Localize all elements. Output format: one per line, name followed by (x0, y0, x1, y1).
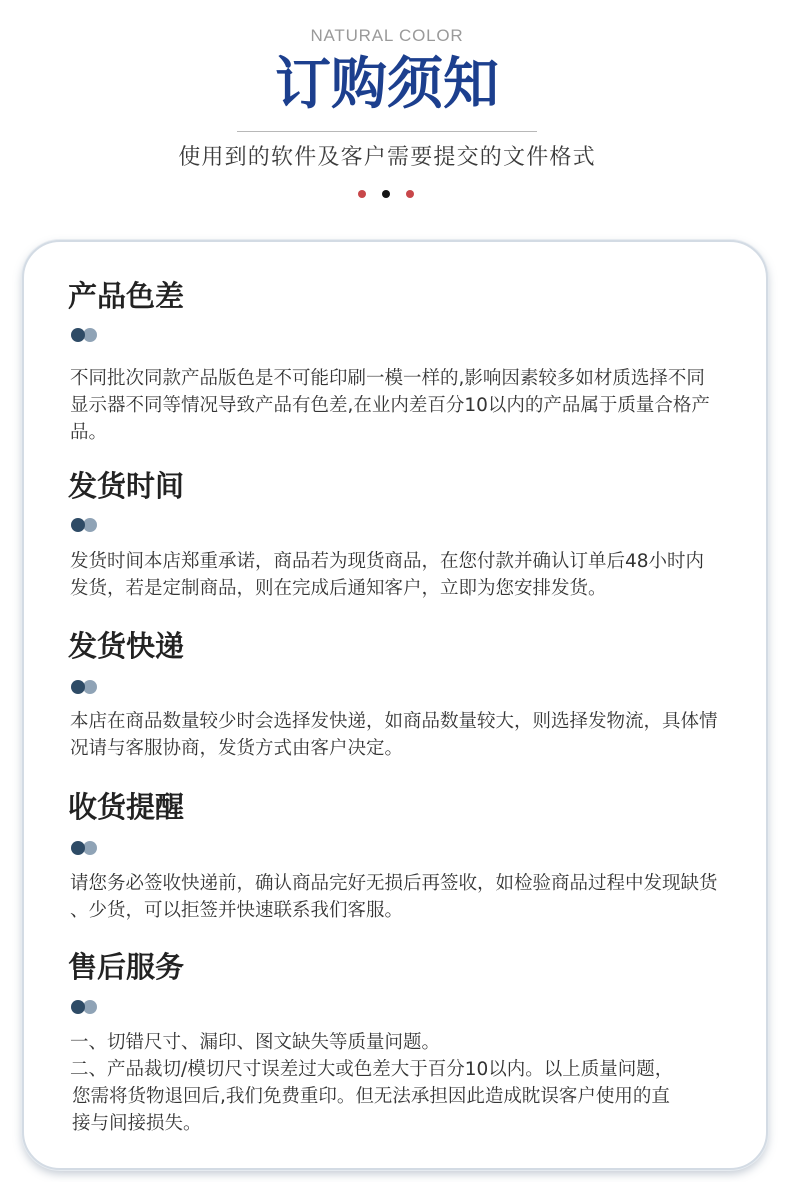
section-body-shipping-courier (70, 708, 718, 762)
body-line: 一、切错尺寸、漏印、图文缺失等质量问题。 (70, 1032, 441, 1053)
body-line: 发货时间本店郑重承诺，商品若为现货商品，在您付款并确认订单后48小时内 (70, 551, 705, 572)
decor-dot-red-right (406, 190, 414, 198)
section-heading-color-difference: 产品色差 (68, 279, 185, 313)
section-body-receipt-reminder (70, 870, 718, 924)
title-divider (237, 131, 537, 132)
body-line: 二、产品裁切/模切尺寸误差过大或色差大于百分10以内。以上质量问题， (70, 1059, 674, 1080)
body-line: 请您务必签收快递前，确认商品完好无损后再签收，如检验商品过程中发现缺货 (70, 873, 718, 894)
body-line: 本店在商品数量较少时会选择发快递，如商品数量较大，则选择发物流，具体情 (70, 711, 718, 732)
body-line: 显示器不同等情况导致产品有色差,在业内差百分10以内的产品属于质量合格产 (70, 395, 710, 416)
page-subtitle: 使用到的软件及客户需要提交的文件格式 (178, 145, 596, 170)
bullet-dots-icon (71, 841, 97, 855)
decor-dot-black-center (382, 190, 390, 198)
section-heading-receipt-reminder: 收货提醒 (68, 790, 185, 824)
body-line: 不同批次同款产品版色是不可能印刷一模一样的,影响因素较多如材质选择不同 (70, 368, 705, 389)
body-line: 品。 (70, 422, 108, 443)
body-line: 况请与客服协商，发货方式由客户决定。 (70, 738, 404, 759)
section-heading-shipping-time: 发货时间 (68, 469, 185, 503)
section-body-color-difference (70, 365, 710, 446)
section-heading-after-sales: 售后服务 (68, 950, 185, 984)
body-line: 接与间接损失。 (72, 1113, 202, 1134)
eyebrow-text: NATURAL COLOR (310, 26, 464, 45)
bullet-dots-icon (71, 328, 97, 342)
decor-dot-red-left (358, 190, 366, 198)
section-body-shipping-time (70, 548, 704, 602)
bullet-dots-icon (71, 680, 97, 694)
page-title: 订购须知 (275, 52, 499, 117)
body-line: 发货，若是定制商品，则在完成后通知客户，立即为您安排发货。 (70, 578, 607, 599)
bullet-dots-icon (71, 518, 97, 532)
section-body-after-sales (70, 1029, 673, 1137)
notice-card (22, 240, 768, 1170)
body-line: 、少货，可以拒签并快速联系我们客服。 (70, 900, 404, 921)
section-heading-shipping-courier: 发货快递 (68, 629, 185, 663)
bullet-dots-icon (71, 1000, 97, 1014)
body-line: 您需将货物退回后,我们免费重印。但无法承担因此造成眈误客户使用的直 (72, 1086, 670, 1107)
